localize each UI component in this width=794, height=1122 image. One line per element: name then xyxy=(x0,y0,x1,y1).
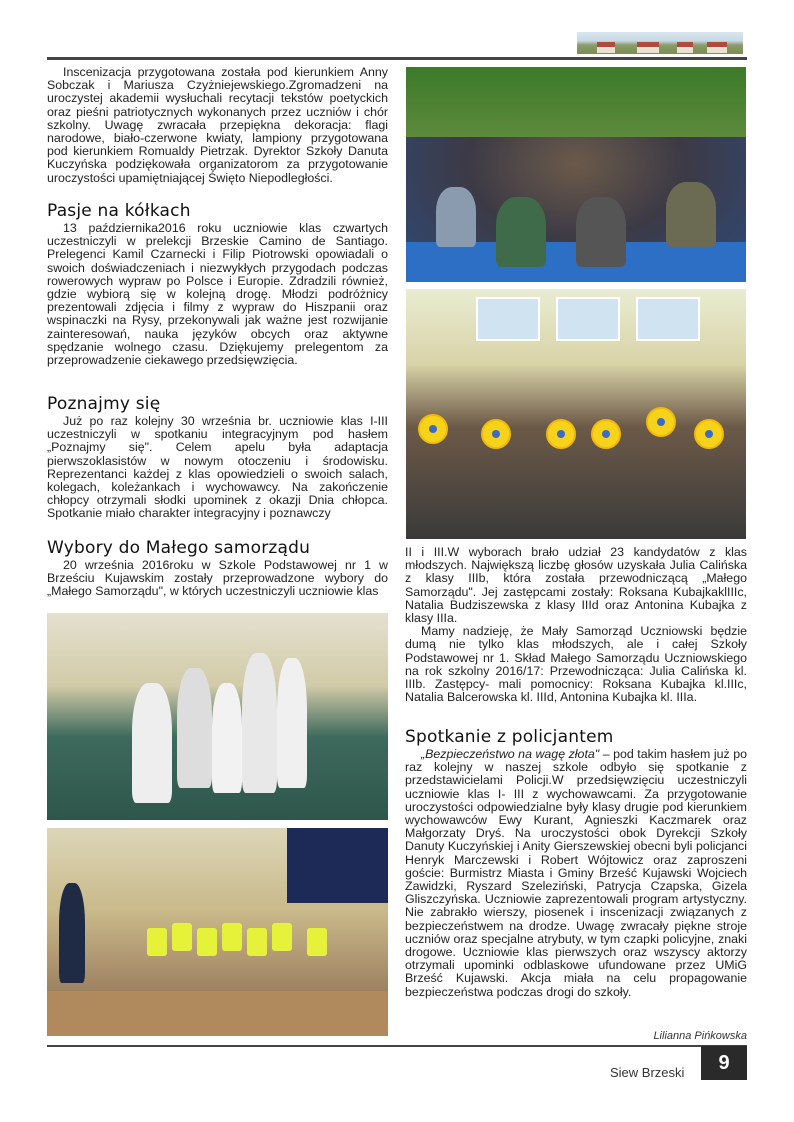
first-graders-photo xyxy=(406,289,746,539)
section-text: 13 października2016 roku uczniowie klas czwartych uczestniczyli w prelekcji Brzeskie Camino de Santiago. Prelegenci Kamil Czarnecki i Filip Piotrowski opowiadali o swoich doświadczeniach i niezwykłych przygodach podczas rowerowych wypraw po Polsce i Europie. Zdradzili również, gdzie wybiorą się w kolejną drogę. Młodzi podróżnicy prezentowali zdjęcia i filmy z wypraw do Hiszpanii oraz wspinaczki na Rysy, przekonywali jak ważne jest rozwijanie zainteresowań, nauka języków obcych oraz aktywne spędzanie wolnego czasu. Dziękujemy prelegentom za przeprowadzenie ciekawego przedsięwzięcia. xyxy=(47,221,388,368)
publication-name: Siew Brzeski xyxy=(610,1065,685,1080)
section-title: Poznajmy się xyxy=(47,394,161,414)
section-title: Spotkanie z policjantem xyxy=(405,727,614,747)
section-poznajmy xyxy=(47,393,388,521)
intro-paragraph: Inscenizacja przygotowana została pod kierunkiem Anny Sobczak i Mariusza Czyżniejewskiego.Zgromadzeni na uroczystej akademii wysłuchali recytacji tekstów poetyckich oraz pieśni patriotycznych wykonanych przez uczniów i chór szkolny. Uwagę zwracała przepiękna dekoracja: flagi narodowe, biało-czerwone kwiaty, lampiony przygotowana pod kierunkiem Romualdy Pietrzak. Dyrektor Szkoły Danuta Kuczyńska podziękowała organizatorom za przygotowanie uroczystości upamiętniającej Święto Niepodległości. xyxy=(47,65,388,185)
section-text: Już po raz kolejny 30 września br. uczniowie klas I-III uczestniczyli w spotkaniu integracyjnym pod hasłem „Poznajmy się". Celem apelu była adaptacja pierwszoklasistów w nowym otoczeniu i środowisku. Reprezentanci każdej z klas opowiedzieli o swoich salach, kolegach, koleżankach i wychowawcy. Na zakończenie chłopcy otrzymali słodki upominek z okazji Dnia chłopca. Spotkanie miało charakter integracyjny i poznawczy xyxy=(47,414,388,521)
section-text: Mamy nadzieję, że Mały Samorząd Uczniowski będzie dumą nie tylko klas młodszych, ale i całej Szkoły Podstawowej nr 1. Skład Małego Samorządu Uczniowskiego na rok szkolny 2016/17: Przewodnicząca: Julia Calińska kl. IIIb. Zastępcy- mali pomocnicy: Roksana Kubajka kl.IIIc, Natalia Balcerowska kl. IIId, Antonina Kubajka kl. IIIa. xyxy=(405,624,747,705)
header-rule xyxy=(47,57,747,60)
election-photo xyxy=(47,613,388,820)
section-text: „Bezpieczeństwo na wagę złota" – pod takim hasłem już po raz kolejny w naszej szkole odbyło się spotkanie z przedstawicielami Policji.W przedsięwzięciu uczestniczyli uczniowie klas I- III z wychowawcami. Za przygotowanie uroczystości odpowiedzialne były klasy drugie pod kierunkiem wychowawców Ewy Kurant, Agnieszki Kaczmarek oraz Małgorzaty Dryś. Na uroczystości obok Dyrekcji Szkoły Danuty Kuczyńskiej i Anity Gierszewskiej obecni byli policjanci Henryk Marczewski i Robert Wójtowicz oraz zaproszeni goście: Burmistrz Miasta i Gminy Brześć Kujawski Wojciech Zawidzki, Ryszard Szeleziński, Patrycja Czapska, Gizela Gliszczyńska. Uczniowie zaprezentowali program artystyczny. Nie zabrakło wierszy, piosenek i inscenizacji związanych z bezpieczeństwem na drodze. Uwagę zwracały piękne stroje uczniów oraz specjalne atrybuty, w tym czapki policyjne, znaki drogowe. Uczniowie klas pierwszych oraz wszyscy aktorzy otrzymali upominki odblaskowe ufundowane przez UMiG Brześć Kujawski. Akcja miała na celu propagowanie bezpieczeństwa podczas drogi do szkoły. xyxy=(405,747,748,999)
section-wybory xyxy=(47,537,388,599)
school-assembly-photo xyxy=(406,67,746,282)
left-column xyxy=(47,66,388,185)
section-wybory-cont xyxy=(405,546,747,704)
section-title: Wybory do Małego samorządu xyxy=(47,538,311,558)
section-text: II i III.W wyborach brało udział 23 kandydatów z klas młodszych. Największą liczbę głosów uzyskała Julia Calińska z klasy IIIb, która została przewodniczącą „Małego Samorządu". Jej zastępcami zostały: Roksana KubajkaklIIIc, Natalia Budziszewska z klasy IIId oraz Antonina Kubajka z klasy IIIa. xyxy=(405,545,747,626)
police-meeting-photo xyxy=(47,828,388,1036)
section-policja xyxy=(405,726,747,999)
footer-rule xyxy=(47,1045,747,1047)
author-signature: Lilianna Pińkowska xyxy=(653,1030,747,1042)
slogan-quote: „Bezpieczeństwo na wagę złota" xyxy=(421,747,600,761)
page-number: 9 xyxy=(701,1046,747,1080)
section-text: 20 września 2016roku w Szkole Podstawowej nr 1 w Brześciu Kujawskim zostały przeprowadzone wybory do „Małego Samorządu", w których uczestniczyli uczniowie klas xyxy=(47,558,388,599)
section-pasje xyxy=(47,200,388,367)
village-photo xyxy=(577,32,743,54)
section-title: Pasje na kółkach xyxy=(47,201,191,221)
